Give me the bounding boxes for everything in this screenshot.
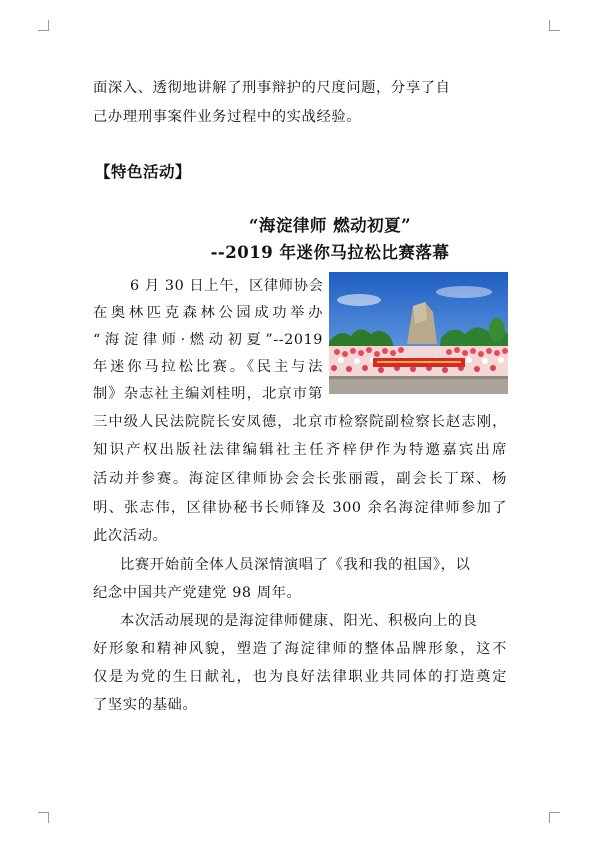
article-text-line: 年迷你马拉松比赛。《民主与法 <box>93 359 323 375</box>
article-text-line: 纪念中国共产党建党 98 周年。 <box>93 585 302 601</box>
intro-line: 己办理刑事案件业务过程中的实战经验。 <box>93 109 362 125</box>
article-text-line: 了坚实的基础。 <box>93 697 198 713</box>
article-text-line: 仅是为党的生日献礼，也为良好法律职业共同体的打造奠定 <box>93 669 507 685</box>
article-text-line: 活动并参赛。海淀区律师协会会长张丽霞，副会长丁琛、杨 <box>93 471 507 487</box>
article-text-line: 制》杂志社主编刘桂明，北京市第 <box>93 386 323 402</box>
article-text-line: 本次活动展现的是海淀律师健康、阳光、积极向上的良 <box>120 613 478 629</box>
article-subtitle: --2019 年迷你马拉松比赛落幕 <box>210 243 450 262</box>
crop-mark-bottom-left <box>38 812 49 823</box>
article-title: “海淀律师 燃动初夏” <box>248 216 412 235</box>
article-text-line: “海淀律师·燃动初夏”--2019 <box>93 332 323 348</box>
article-text-line: 明、张志伟，区律协秘书长师锋及 300 余名海淀律师参加了 <box>93 500 507 516</box>
event-group-photo <box>329 272 508 394</box>
article-text-line: 6 月 30 日上午，区律师协会 <box>130 278 324 294</box>
article-text-line: 在奥林匹克森林公园成功举办 <box>93 305 323 321</box>
section-heading: 【特色活动】 <box>95 163 192 181</box>
article-text-line: 此次活动。 <box>93 528 168 544</box>
crop-mark-top-right <box>549 20 560 31</box>
article-text-line: 知识产权出版社法律编辑社主任齐梓伊作为特邀嘉宾出席 <box>93 442 507 458</box>
group-photo-image <box>329 272 508 394</box>
intro-line: 面深入、透彻地讲解了刑事辩护的尺度问题，分享了自 <box>93 80 451 96</box>
article-text-line: 好形象和精神风貌，塑造了海淀律师的整体品牌形象，这不 <box>93 641 507 657</box>
crop-mark-bottom-right <box>549 812 560 823</box>
crop-mark-top-left <box>38 20 49 31</box>
article-text-line: 三中级人民法院院长安凤德，北京市检察院副检察长赵志刚， <box>93 414 507 430</box>
article-text-line: 比赛开始前全体人员深情演唱了《我和我的祖国》，以 <box>120 557 471 573</box>
